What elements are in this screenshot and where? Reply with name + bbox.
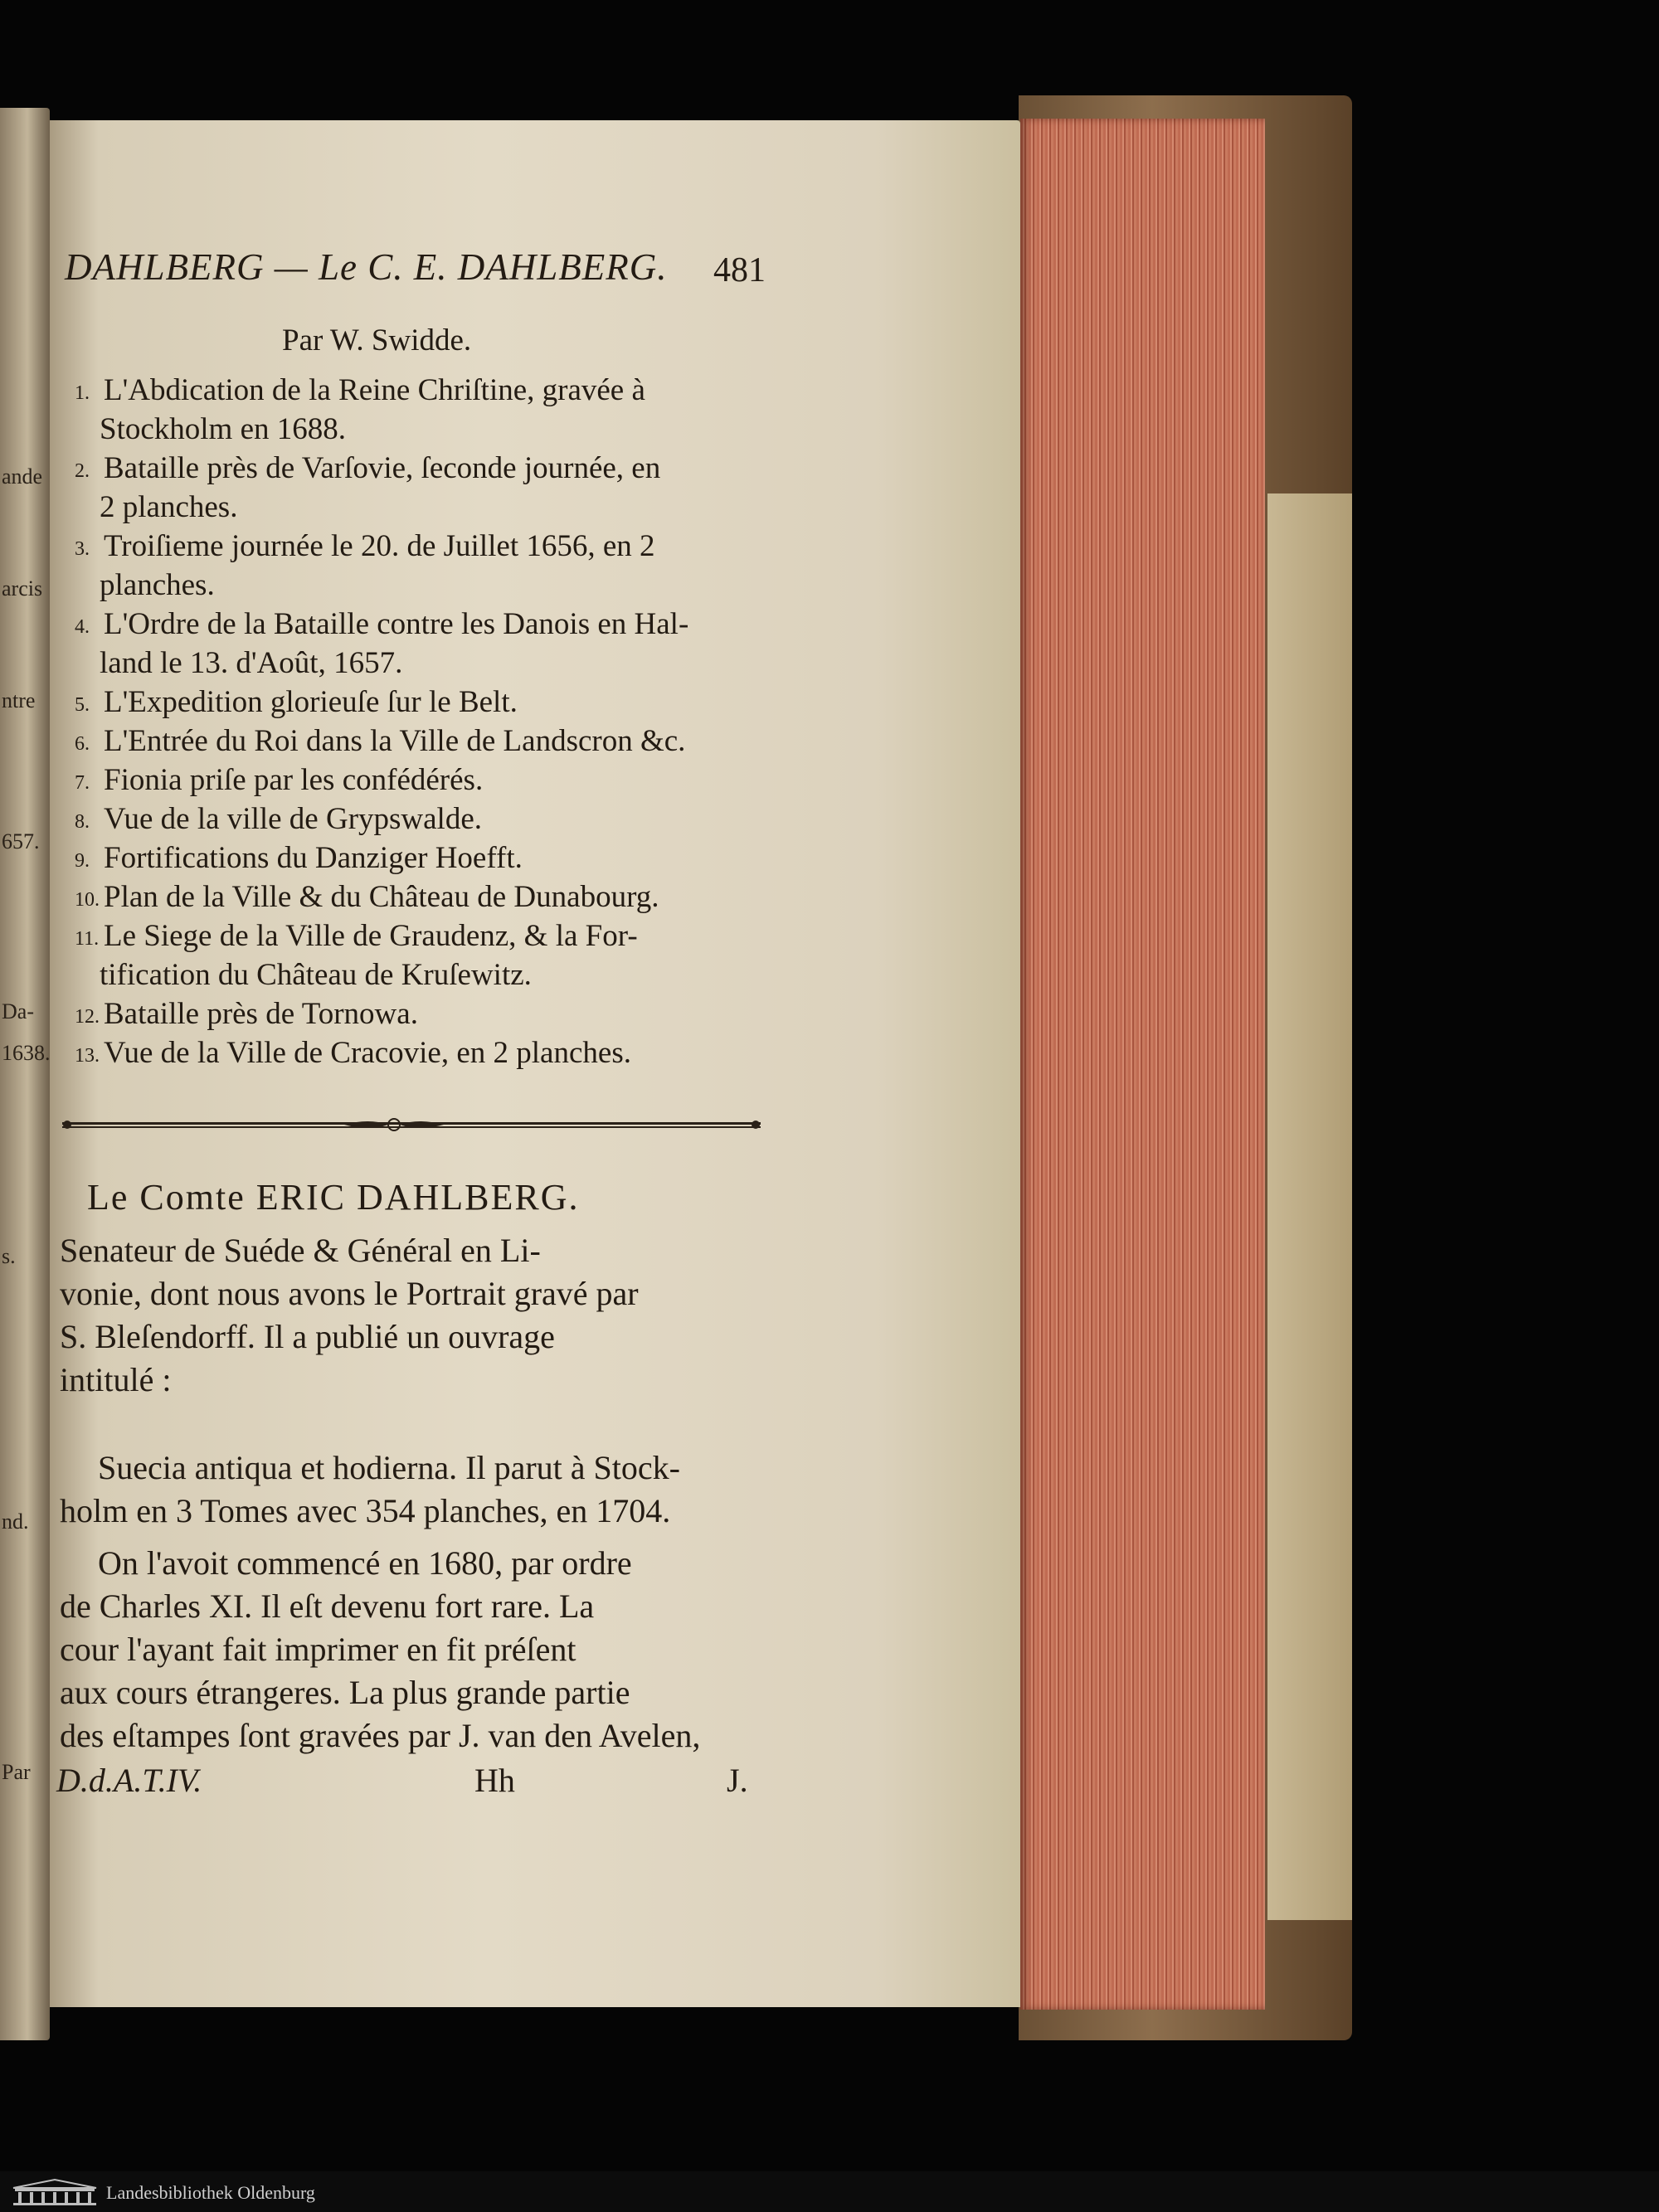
running-title: DAHLBERG — Le C. E. DAHLBERG. [65, 246, 668, 288]
entry-number: 11. [75, 928, 100, 950]
body-line: cour l'ayant fait imprimer en fit préſent [60, 1631, 577, 1668]
entry-text-line: L'Ordre de la Bataille contre les Danois en Hal- [104, 607, 689, 641]
library-name: Landesbibliothek Oldenburg [106, 2182, 315, 2203]
entry-text-line: tification du Château de Kruſewitz. [100, 958, 532, 992]
entry-number: 12. [75, 1006, 100, 1028]
section-intro: Par W. Swidde. [282, 323, 472, 357]
gathering-mark: Hh [474, 1762, 515, 1799]
body-line: S. Bleſendorff. Il a publié un ouvrage [60, 1318, 555, 1355]
left-margin-fragment: ntre [2, 688, 36, 712]
entry-text-line: L'Entrée du Roi dans la Ville de Landscron &c. [104, 724, 686, 758]
entry-text-line: Troiſieme journée le 20. de Juillet 1656, en 2 [104, 529, 655, 563]
entry-number: 4. [75, 616, 90, 638]
library-footer-bar [0, 2171, 1659, 2212]
entry-number: 1. [75, 382, 90, 404]
entry-number: 3. [75, 538, 90, 560]
body-line: Suecia antiqua et hodierna. Il parut à Stock- [98, 1449, 680, 1486]
entry-number: 7. [75, 772, 90, 794]
left-margin-fragment: arcis [2, 576, 43, 600]
body-line: holm en 3 Tomes avec 354 planches, en 1704. [60, 1492, 671, 1529]
entry-number: 8. [75, 811, 90, 833]
left-margin-fragment: 1638. [2, 1041, 51, 1065]
entry-text-line: Plan de la Ville & du Château de Dunabourg. [104, 880, 659, 914]
entry-number: 9. [75, 850, 90, 872]
entry-number: 2. [75, 460, 90, 482]
left-margin-fragment: 657. [2, 829, 40, 853]
body-line: On l'avoit commencé en 1680, par ordre [98, 1544, 632, 1582]
entry-text-line: 2 planches. [100, 490, 238, 524]
entry-text-line: Fortifications du Danziger Hoefft. [104, 841, 523, 875]
entry-number: 13. [75, 1045, 100, 1067]
body-line: vonie, dont nous avons le Portrait gravé par [60, 1275, 639, 1312]
left-margin-fragment: ande [2, 464, 43, 489]
entry-text-line: Le Siege de la Ville de Graudenz, & la For- [104, 919, 638, 953]
entry-text-line: planches. [100, 568, 215, 602]
ornamental-rule [62, 1118, 761, 1131]
entry-number: 5. [75, 694, 90, 716]
entry-text-line: L'Abdication de la Reine Chriſtine, gravée à [104, 373, 645, 407]
body-line: de Charles XI. Il eſt devenu fort rare. La [60, 1587, 595, 1625]
section-heading: Le Comte ERIC DAHLBERG. [87, 1177, 580, 1218]
page-number: 481 [713, 251, 766, 289]
body-line: aux cours étrangeres. La plus grande partie [60, 1674, 630, 1711]
left-margin-fragment: s. [2, 1244, 16, 1268]
entry-text-line: Bataille près de Tornowa. [104, 997, 418, 1031]
entry-text-line: Fionia priſe par les confédérés. [104, 763, 484, 797]
entry-text-line: L'Expedition glorieuſe ſur le Belt. [104, 685, 518, 719]
entry-number: 10. [75, 889, 100, 911]
signature-mark: D.d.A.T.IV. [56, 1762, 202, 1799]
body-line: Senateur de Suéde & Général en Li- [60, 1232, 541, 1269]
library-building-icon [10, 2178, 100, 2206]
entry-text-line: Vue de la Ville de Cracovie, en 2 planches. [104, 1036, 631, 1070]
left-page-edge [0, 108, 50, 2040]
entry-number: 6. [75, 733, 90, 755]
left-margin-fragment: Da- [2, 999, 34, 1023]
body-line: intitulé : [60, 1361, 172, 1398]
catchword: J. [727, 1762, 748, 1799]
body-line: des eſtampes ſont gravées par J. van den Avelen, [60, 1717, 701, 1754]
left-margin-fragment: Par [2, 1760, 31, 1784]
entry-text-line: land le 13. d'Août, 1657. [100, 646, 403, 680]
left-margin-fragment: nd. [2, 1510, 29, 1534]
cover-edge-highlight [1267, 493, 1352, 1920]
entry-text-line: Vue de la ville de Grypswalde. [104, 802, 483, 836]
entry-text-line: Bataille près de Varſovie, ſeconde journée, en [104, 451, 661, 485]
entry-text-line: Stockholm en 1688. [100, 412, 347, 446]
page-block-edge [1020, 119, 1265, 2010]
